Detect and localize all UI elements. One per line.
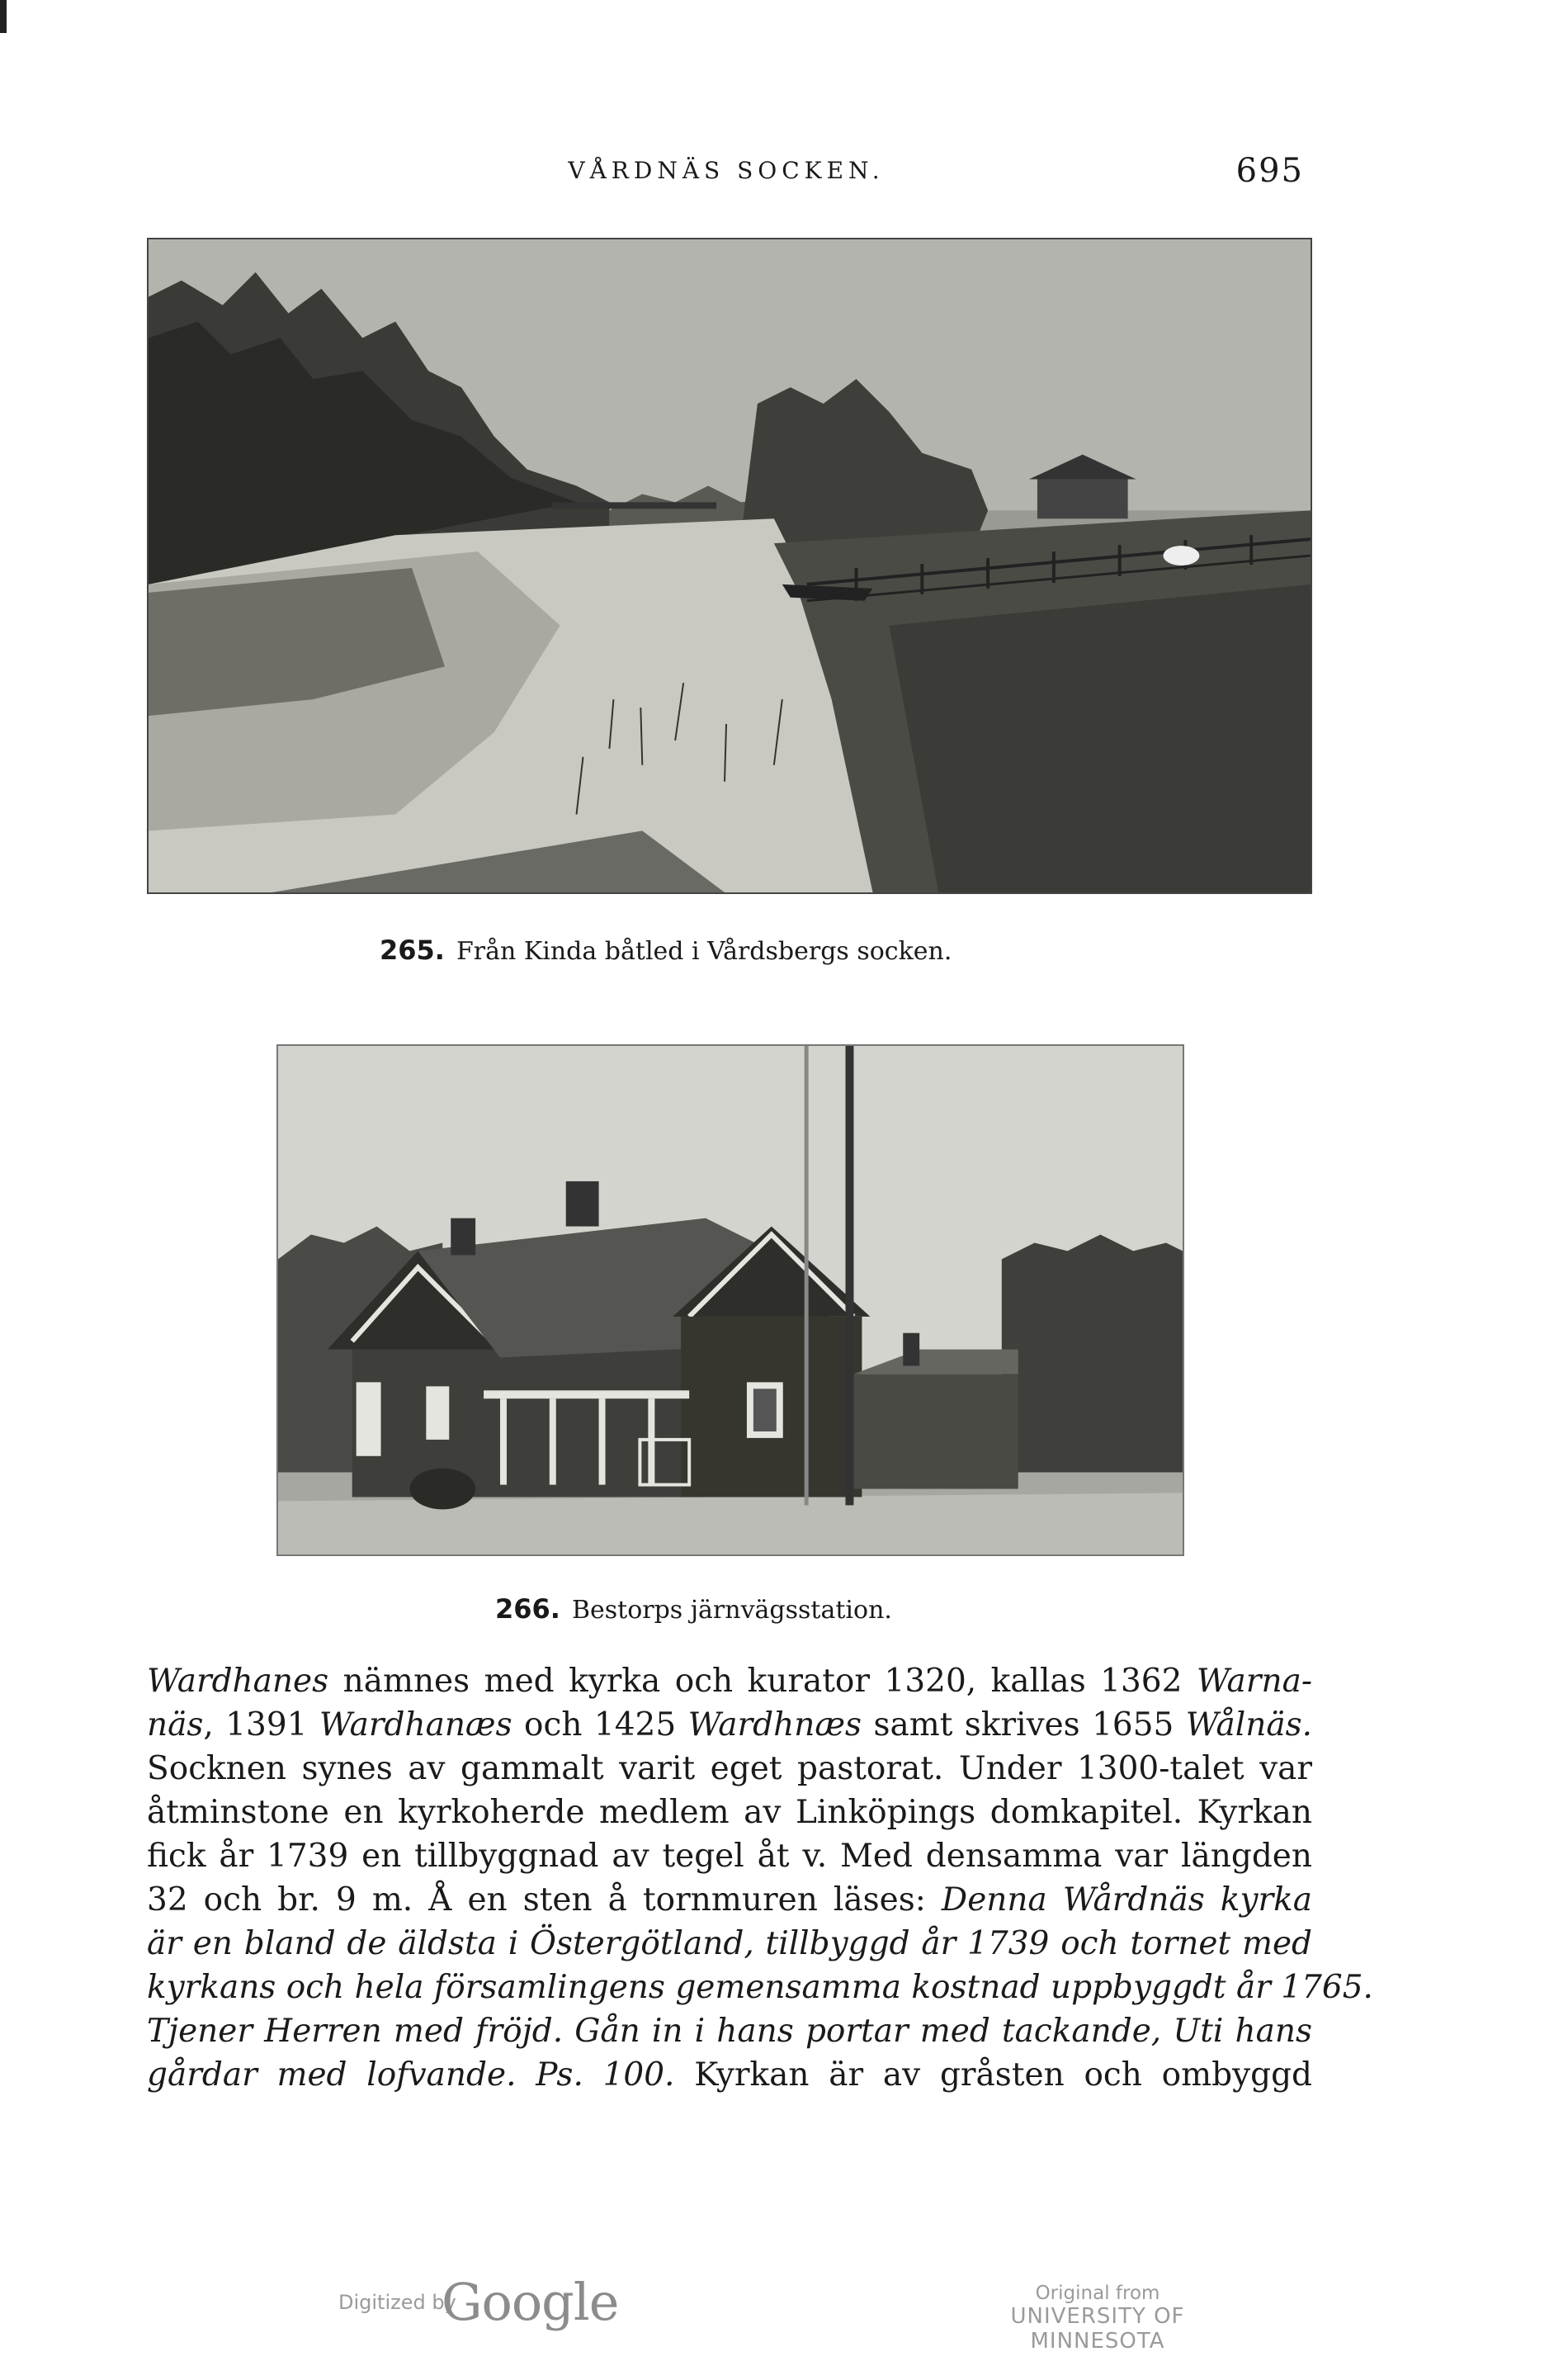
running-head bbox=[149, 152, 1304, 198]
caption-text: Bestorps järnvägsstation. bbox=[571, 1596, 892, 1625]
text-italic: Wardhanæs bbox=[319, 1706, 512, 1744]
text-italic: Denna Wårdnäs kyrka bbox=[941, 1881, 1312, 1919]
text-italic: gårdar med lofvande. Ps. 100. bbox=[147, 2056, 675, 2094]
library-attribution bbox=[949, 2283, 1246, 2354]
text-run: samt skrives 1655 bbox=[862, 1706, 1186, 1744]
original-from-label: Original from bbox=[1035, 2283, 1160, 2304]
page-number: 695 bbox=[1235, 152, 1304, 190]
text-italic: Wardhanes bbox=[147, 1663, 329, 1700]
digitized-by-label: Digitized by bbox=[338, 2291, 456, 2314]
text-italic: Warna- bbox=[1196, 1663, 1312, 1700]
running-head-title: VÅRDNÄS SOCKEN. bbox=[568, 157, 885, 184]
google-logo: Google bbox=[442, 2272, 619, 2332]
figure-number: 266. bbox=[495, 1593, 560, 1625]
text-run: nämnes med kyrka och kurator 1320, kallas 1362 bbox=[328, 1663, 1197, 1700]
text-italic: Wålnäs. bbox=[1185, 1706, 1312, 1744]
text-line bbox=[147, 1966, 1373, 2009]
text-italic: näs bbox=[147, 1706, 204, 1744]
photo-railway-station bbox=[276, 1044, 1184, 1556]
text-line: Socknen synes av gammalt varit eget pastorat. Under 1300-talet var bbox=[147, 1750, 1312, 1787]
text-line bbox=[147, 1703, 1312, 1747]
university-label: UNIVERSITY OF MINNESOTA bbox=[1010, 2304, 1185, 2354]
figure-266-caption bbox=[495, 1593, 892, 1625]
figure-265-caption bbox=[380, 934, 952, 966]
text-italic: Tjener Herren med fröjd. Gån in i hans portar med tackande, Uti hans bbox=[147, 2013, 1312, 2050]
body-text bbox=[147, 1659, 1373, 2097]
text-run: , 1391 bbox=[203, 1706, 319, 1744]
figure-number: 265. bbox=[380, 934, 445, 966]
text-line bbox=[147, 2053, 1312, 2097]
text-italic: är en bland de äldsta i Östergötland, tillbyggd år 1739 och tornet med bbox=[147, 1925, 1312, 1962]
text-line bbox=[147, 1659, 1312, 1703]
text-italic: kyrkans och hela församlingens gemensamma kostnad uppbyggdt år 1765. bbox=[147, 1969, 1373, 2006]
photo-river-landscape bbox=[147, 238, 1312, 894]
text-line: åtminstone en kyrkoherde medlem av Linköpings domkapitel. Kyrkan bbox=[147, 1794, 1312, 1831]
text-line bbox=[147, 2009, 1312, 2053]
text-line bbox=[147, 1878, 1312, 1922]
scan-edge-mark bbox=[0, 0, 7, 33]
text-run: 32 och br. 9 m. Å en sten å tornmuren läses: bbox=[147, 1881, 942, 1919]
text-italic: Wardhnæs bbox=[687, 1706, 862, 1744]
text-line: fick år 1739 en tillbyggnad av tegel åt v. Med densamma var längden bbox=[147, 1838, 1312, 1875]
text-run: Kyrkan är av gråsten och ombyggd bbox=[674, 2056, 1312, 2094]
caption-text: Från Kinda båtled i Vårdsbergs socken. bbox=[456, 937, 952, 966]
text-line bbox=[147, 1922, 1312, 1966]
text-run: och 1425 bbox=[512, 1706, 688, 1744]
